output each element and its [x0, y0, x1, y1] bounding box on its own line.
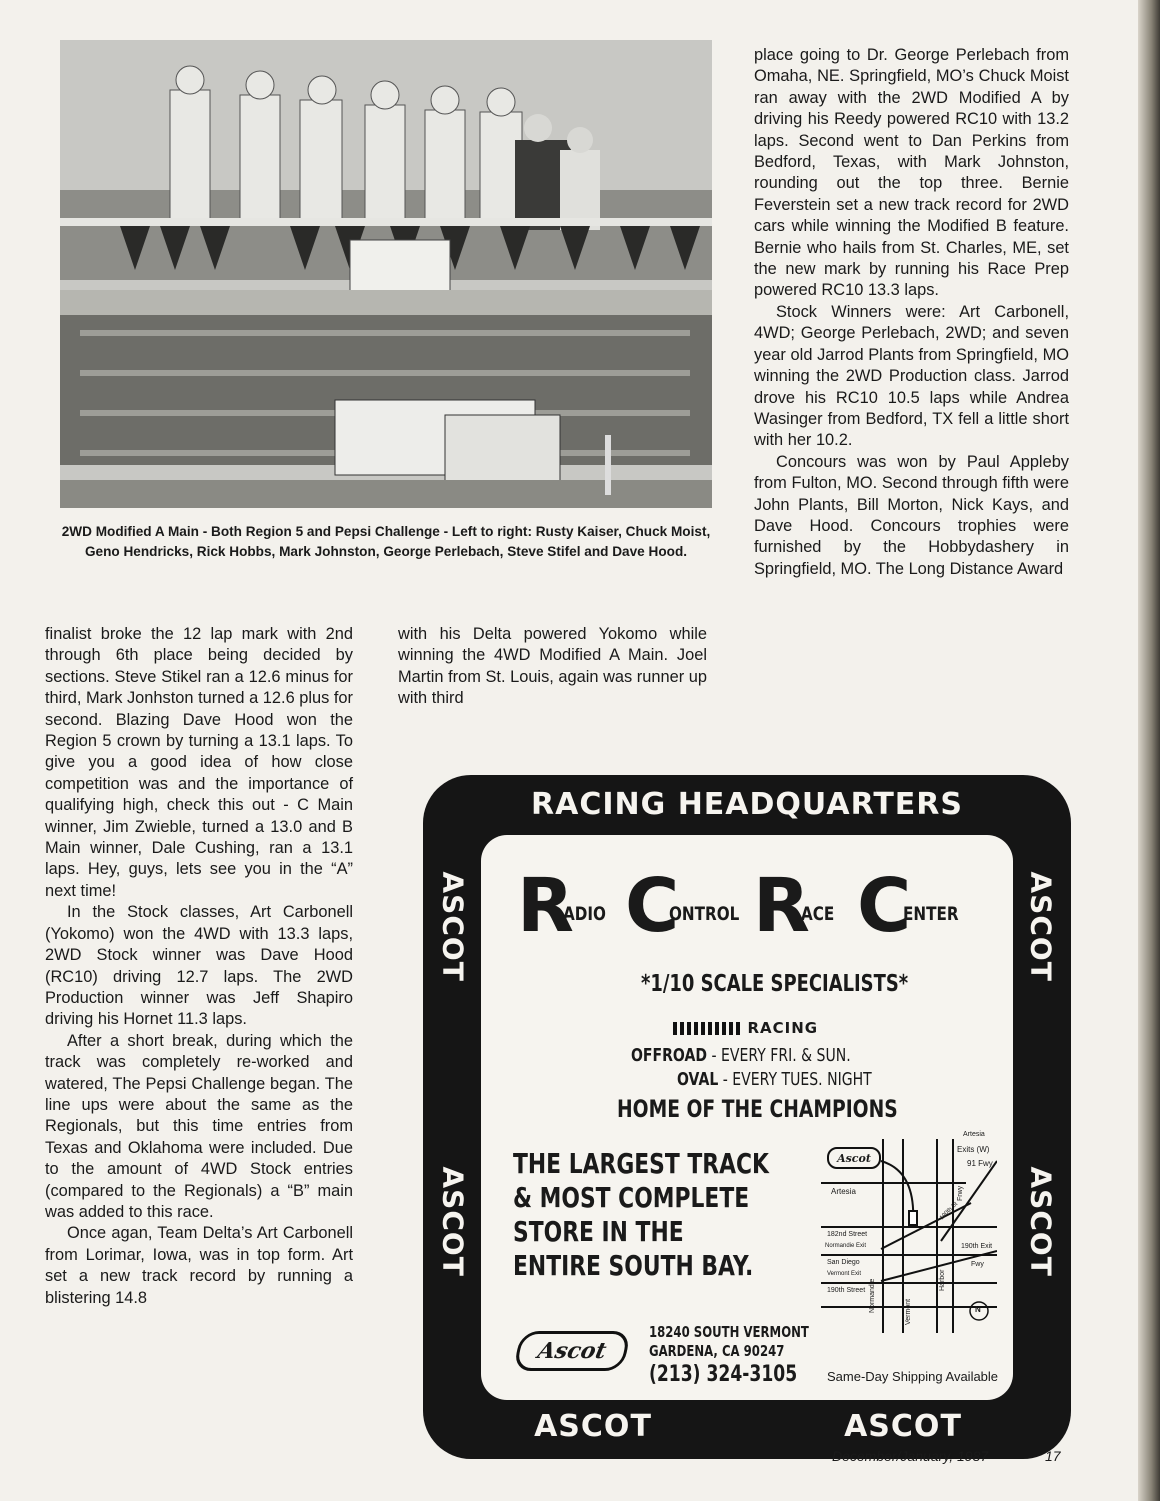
race-photo-illustration — [60, 40, 712, 508]
map-label: San Diego — [827, 1259, 860, 1266]
oval-schedule: - EVERY TUES. NIGHT — [718, 1069, 872, 1090]
address-line-2: GARDENA, CA 90247 — [649, 1342, 785, 1360]
ad-side-left-bottom: ASCOT — [436, 1166, 470, 1277]
article-paragraph: place going to Dr. George Perlebach from Omaha, NE. Springfield, MO’s Chuck Moist ran away with the 2WD Modified A by driving his Reedy powered RC10 with 13.2 laps. Second went to Dan Perkins from Bedford, Texas, with Mark Johnston, rounding out the top three. Bernie Feverstein set a new track record for 2WD cars while winning the Modified B feature. Bernie who hails from St. Charles, ME, set the new mark by running his Race Prep powered RC10 13.3 laps. — [754, 46, 1069, 300]
map-label: Harbor — [939, 1269, 946, 1291]
article-paragraph: In the Stock classes, Art Carbonell (Yokomo) won the 4WD with 13.3 laps, 2WD Stock winner was Dave Hood (RC10) driving 12.7 laps. The 2WD Production winner was Jeff Shapiro driving his Hornet 11.3 laps. — [45, 903, 353, 1029]
page-spine-shadow — [1138, 0, 1160, 1501]
article-column-3 — [754, 45, 1069, 580]
map-label: 190th Street — [827, 1287, 866, 1294]
issue-date: December/January, 1987 — [832, 1448, 989, 1464]
logo-word: ENTER — [903, 903, 959, 925]
map-ascot-logo-text: Ascot — [837, 1152, 871, 1165]
ad-side-right-bottom: ASCOT — [1024, 1166, 1058, 1277]
article-paragraph: Concours was won by Paul Appleby from Fulton, MO. Second through fifth were John Plants, Bill Morton, Nick Kays, and Dave Hood. Concours trophies were furnished by the Hobbydashery in Springfield, MO. The Long Distance Award — [754, 452, 1069, 578]
champions-line: HOME OF THE CHAMPIONS — [617, 1095, 898, 1123]
ad-bottom-left: ASCOT — [534, 1409, 652, 1444]
north-arrow-icon: N — [975, 1305, 981, 1314]
map-label: Normandie Exit — [825, 1243, 867, 1249]
ad-bottom-right: ASCOT — [844, 1409, 962, 1444]
racing-line — [673, 1019, 818, 1037]
logo-word: ACE — [801, 903, 835, 925]
ad-side-left-top: ASCOT — [436, 871, 470, 982]
map-label: 190th St — [939, 1201, 960, 1222]
logo-letter: R — [753, 863, 810, 949]
map-label: Exits (W) — [957, 1145, 990, 1154]
offroad-label: OFFROAD — [631, 1045, 708, 1066]
race-photo — [60, 40, 712, 508]
map-ascot-logo — [827, 1147, 881, 1169]
store-line: & MOST COMPLETE — [513, 1181, 750, 1214]
map-label: Fwy — [971, 1261, 984, 1268]
ad-tagline: *1/10 SCALE SPECIALISTS* — [641, 971, 909, 997]
article-column-2 — [398, 624, 707, 710]
logo-letter: C — [857, 863, 912, 949]
logo-letter: C — [625, 863, 680, 949]
rcrc-logo — [517, 863, 987, 951]
map-label: Artesia — [831, 1187, 856, 1196]
ad-side-right-top: ASCOT — [1024, 871, 1058, 982]
map-label: 91 Fwy — [967, 1159, 993, 1168]
article-paragraph: finalist broke the 12 lap mark with 2nd through 6th place being decided by sections. Steve Stikel ran a 12.6 minus for third, Mark Jonhston turned a 12.6 plus for second. Blazing Dave Hood won the Region 5 crown by turning a 13.1 laps. To give you a good idea of how close competition was and the importance of qualifying high, check this out - C Main winner, Jim Zwieble, turned a 13.0 and B Main winner, Dale Cushing, ran a 13.1 laps. Hey, guys, lets see you in the “A” next time! — [45, 625, 353, 900]
location-map — [821, 1131, 997, 1341]
ad-inner-panel — [481, 835, 1013, 1400]
shipping-note: Same-Day Shipping Available — [827, 1369, 999, 1384]
map-label: 190th Exit — [961, 1243, 993, 1250]
map-label: Vermont — [905, 1298, 912, 1325]
map-label: Normandie — [869, 1278, 876, 1313]
ascot-logo — [513, 1331, 632, 1371]
address-line-1: 18240 SOUTH VERMONT — [649, 1323, 809, 1341]
article-column-1 — [45, 624, 353, 1309]
article-paragraph: After a short break, during which the track was completely re-worked and watered, The Pepsi Challenge began. The line ups were about the same as the Regionals, but this time entries from Texas and Oklahoma were included. Due to the amount of 4WD Stock entries (compared to the Regionals) a “B” main was added to this race. — [45, 1031, 353, 1221]
store-blurb — [513, 1147, 841, 1283]
phone-number: (213) 324-3105 — [649, 1362, 798, 1387]
map-label: 182nd Street — [827, 1231, 868, 1238]
logo-word: ADIO — [563, 903, 606, 925]
offroad-schedule: - EVERY FRI. & SUN. — [707, 1045, 851, 1066]
ad-top-heading: RACING HEADQUARTERS — [531, 787, 963, 822]
photo-caption: 2WD Modified A Main - Both Region 5 and Pepsi Challenge - Left to right: Rusty Kaiser, Chuck Moist, Geno Hendricks, Rick Hobbs, Mark Johnston, George Perlebach, Steve Stifel and Dave Hood. — [61, 524, 711, 559]
logo-letter: R — [517, 863, 574, 949]
store-line: THE LARGEST TRACK — [513, 1147, 769, 1180]
map-label: Frwy — [957, 1185, 964, 1201]
store-line: ENTIRE SOUTH BAY. — [513, 1249, 754, 1282]
ascot-advertisement — [423, 775, 1071, 1459]
oval-label: OVAL — [677, 1069, 719, 1090]
offroad-line — [631, 1045, 851, 1066]
map-label: Vermont Exit — [827, 1271, 862, 1277]
racing-stripes-icon — [673, 1022, 743, 1035]
oval-line — [677, 1069, 872, 1090]
racing-label: RACING — [747, 1019, 819, 1037]
logo-word: ONTROL — [669, 903, 740, 925]
store-line: STORE IN THE — [513, 1215, 684, 1248]
article-paragraph: with his Delta powered Yokomo while winning the 4WD Modified A Main. Joel Martin from St. Louis, again was runner up with third — [398, 625, 707, 708]
article-paragraph: Stock Winners were: Art Carbonell, 4WD; George Perlebach, 2WD; and seven year old Jarrod Plants from Springfield, MO winning the 2WD Production class. Jarrod drove his RC10 10.5 laps while Andrea Wasinger from Bedford, TX fell a little short with her 10.2. — [754, 302, 1069, 450]
map-label: Artesia — [963, 1131, 985, 1138]
article-paragraph: Once agan, Team Delta’s Art Carbonell from Lorimar, Iowa, was in top form. Art set a new track record by running a blistering 14.8 — [45, 1224, 353, 1307]
ascot-logo-text: Ascot — [535, 1338, 609, 1364]
page-number: 17 — [1045, 1448, 1061, 1464]
